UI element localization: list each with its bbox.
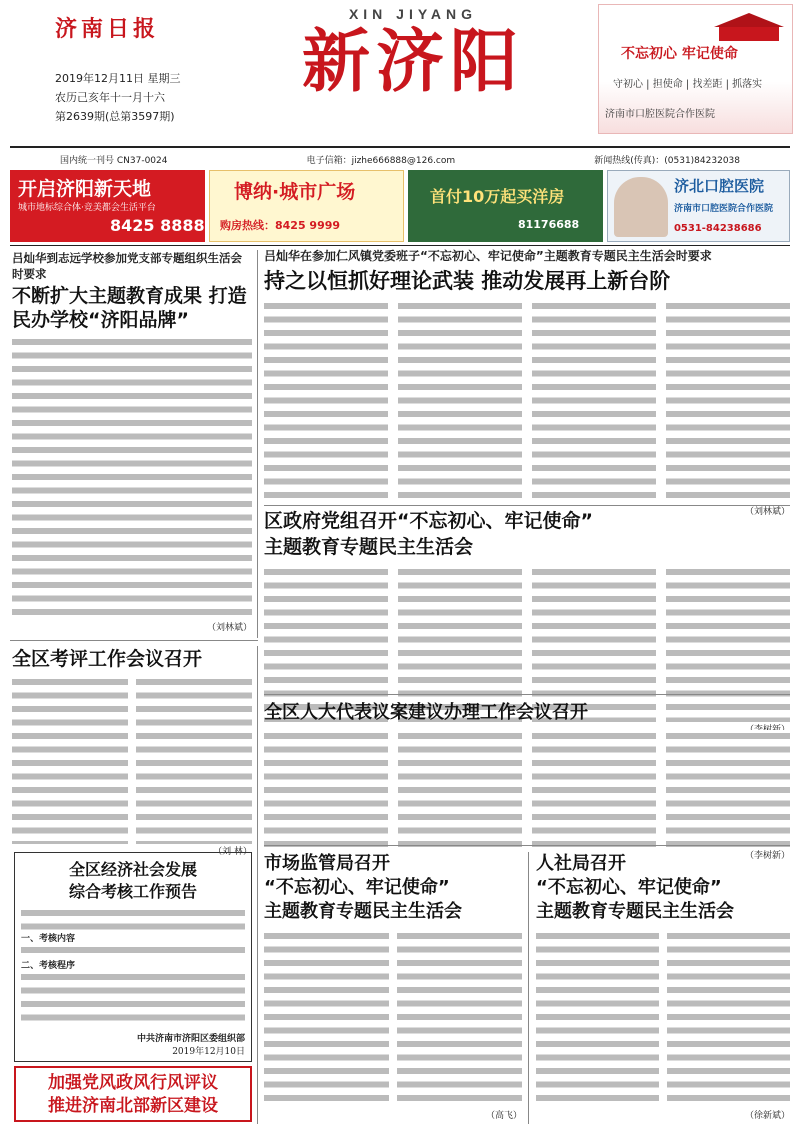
info-bar: [10, 150, 790, 168]
article3-byline: （刘 林）: [213, 847, 252, 857]
promo-banner: [598, 4, 793, 134]
notice-title-2: 综合考核工作预告: [68, 882, 197, 901]
notice-date: 2019年12月10日: [172, 1047, 245, 1057]
ad-xintiandi[interactable]: [10, 170, 205, 242]
ad4-phone: 0531-84238686: [673, 223, 762, 234]
hotline: 新闻热线(传真)：(0531)84232038: [594, 156, 740, 166]
left-article: [12, 250, 252, 633]
ad4-sub: 济南市口腔医院合作医院: [673, 204, 773, 214]
top-article: [264, 248, 790, 517]
banner-line-2: 推进济南北部新区建设: [48, 1096, 218, 1116]
article6-body: [536, 930, 790, 1108]
ad1-phone: 8425 8888: [110, 216, 205, 235]
article6-title-2: “不忘初心、牢记使命”: [536, 877, 722, 898]
ad-bona-plaza[interactable]: [209, 170, 404, 242]
ad3-phone: 81176688: [517, 218, 580, 231]
notice-box: [14, 852, 252, 1062]
article-npc: [264, 700, 790, 861]
article2-title-1: 区政府党组召开“不忘初心、牢记使命”: [264, 510, 593, 532]
article4-title: 全区人大代表议案建议办理工作会议召开: [264, 702, 588, 723]
left-body: [12, 336, 252, 620]
article3-title: 全区考评工作会议召开: [12, 648, 203, 670]
banner-line-1: 加强党风政风行风评议: [48, 1073, 218, 1093]
model-portrait: [614, 177, 668, 237]
article2-title-2: 主题教育专题民主生活会: [264, 536, 474, 558]
article4-body: [264, 730, 790, 848]
issue-date: 2019年12月11日 星期三: [55, 72, 181, 85]
article5-title-2: “不忘初心、牢记使命”: [264, 877, 450, 898]
tiananmen-icon: [709, 9, 789, 43]
notice-title-1: 全区经济社会发展: [68, 860, 197, 879]
masthead-pinyin: XIN JIYANG: [348, 6, 478, 22]
column-divider: [257, 250, 258, 638]
masthead-rule: [10, 146, 790, 148]
lunar-date: 农历己亥年十一月十六: [55, 91, 165, 104]
column-divider: [528, 852, 529, 1124]
ad2-title: 博纳·城市广场: [233, 181, 356, 203]
rule: [264, 845, 790, 846]
ad1-sub: 城市地标综合体·竞美都会生活平台: [18, 203, 156, 213]
rule: [264, 694, 790, 695]
masthead-info: [55, 12, 225, 126]
ad-strip: [10, 170, 790, 242]
article6-byline: （徐新斌）: [744, 1111, 790, 1121]
masthead-title: 新济阳: [301, 22, 524, 102]
article5-byline: （高飞）: [485, 1111, 522, 1121]
notice-section-1: 一、考核内容: [21, 934, 76, 944]
column-divider: [257, 646, 258, 1124]
article5-title-3: 主题教育专题民主生活会: [264, 901, 462, 922]
notice-section-2: 二、考核程序: [21, 961, 76, 971]
promo-slogan: 不忘初心 牢记使命: [621, 46, 738, 62]
rule: [264, 505, 790, 506]
top-body: [264, 300, 790, 504]
newspaper-name: 济南日报: [55, 16, 160, 42]
top-title: 持之以恒抓好理论武装 推动发展再上新台阶: [264, 269, 671, 293]
top-kicker: 吕灿华在参加仁风镇党委班子“不忘初心、牢记使命”主题教育专题民主生活会时要求: [264, 249, 712, 263]
left-byline: （刘林斌）: [206, 623, 252, 633]
article3-body: [12, 676, 252, 844]
article5-body: [264, 930, 522, 1108]
article-hr: [536, 852, 790, 1121]
article-evaluation: [12, 646, 252, 857]
article5-title-1: 市场监管局召开: [264, 853, 390, 874]
notice-signer: 中共济南市济阳区委组织部: [136, 1034, 245, 1044]
left-title: 不断扩大主题教育成果 打造民办学校“济阳品牌”: [12, 285, 247, 331]
promo-org: 济南市口腔医院合作医院: [605, 109, 715, 120]
promo-tagline: 守初心 | 担使命 | 找差距 | 抓落实: [613, 79, 763, 90]
rule: [10, 640, 258, 641]
ad-yangfang[interactable]: [408, 170, 603, 242]
article-market: [264, 852, 522, 1121]
slogan-banner: [14, 1066, 252, 1122]
ad3-title: 首付10万起买洋房: [429, 187, 565, 206]
article6-title-3: 主题教育专题民主生活会: [536, 901, 734, 922]
left-kicker: 吕灿华到志远学校参加党支部专题组织生活会时要求: [12, 251, 242, 281]
ad-rule: [10, 245, 790, 246]
issue-number: 第2639期(总第3597期): [55, 110, 175, 123]
ad4-title: 济北口腔医院: [673, 177, 764, 195]
cn-number: 国内统一刊号 CN37-0024: [60, 156, 168, 166]
article2-body: [264, 566, 790, 722]
article6-title-1: 人社局召开: [536, 853, 626, 874]
ad2-phone: 购房热线：8425 9999: [219, 219, 341, 232]
article4-byline: （李树新）: [744, 851, 790, 861]
top-byline: （刘林斌）: [744, 507, 790, 517]
ad-dental[interactable]: [607, 170, 790, 242]
email: 电子信箱：jizhe666888@126.com: [306, 156, 456, 166]
ad1-title: 开启济阳新天地: [18, 178, 152, 200]
